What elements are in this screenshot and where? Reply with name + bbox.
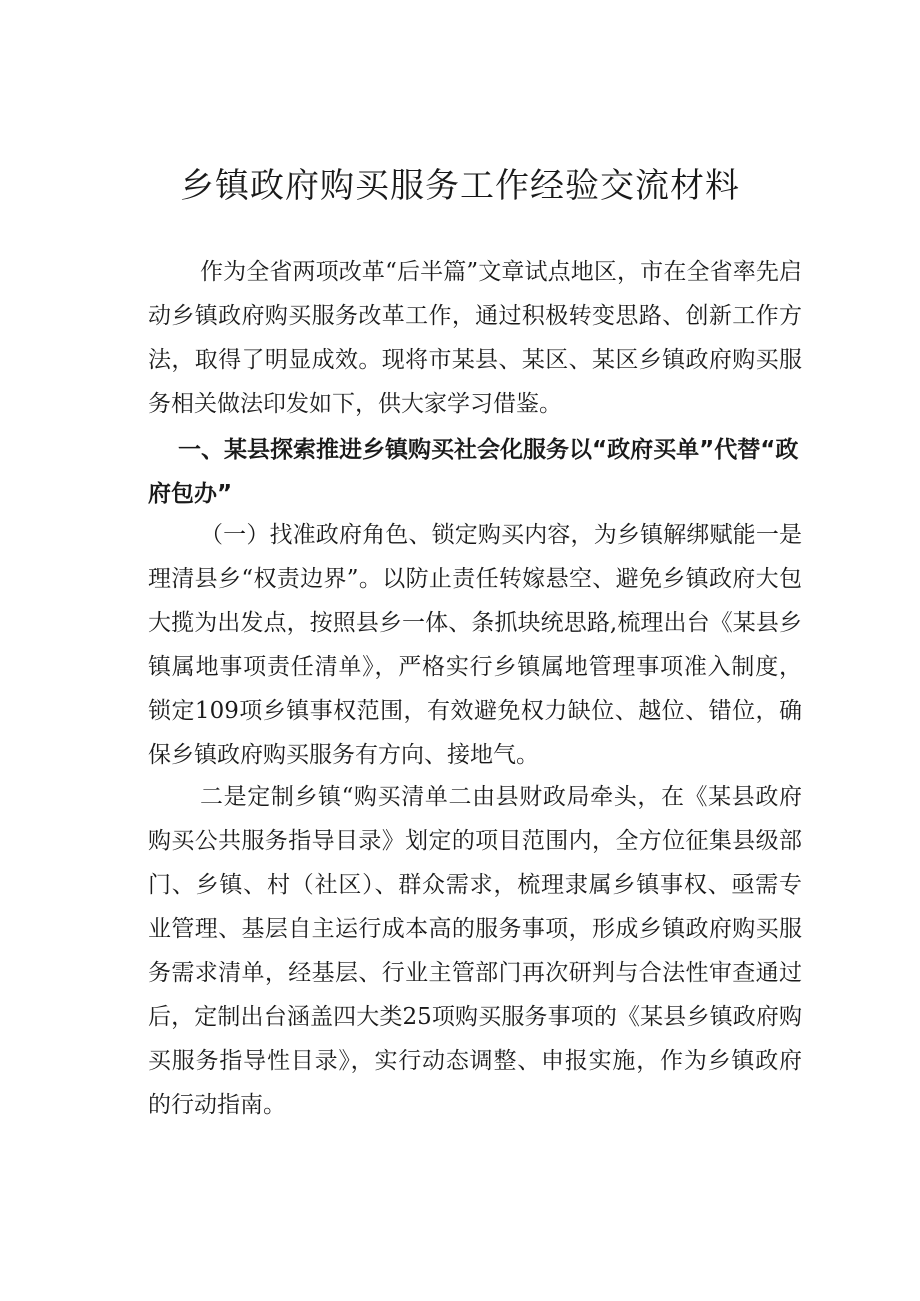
body-paragraph-2: （一）找准政府角色、锁定购买内容，为乡镇解绑赋能一是理清县乡“权责边界”。以防止责任转嫁悬空、避免乡镇政府大包大揽为出发点，按照县乡一体、条抓块统思路,梳理出台《某县乡镇属地事项责任清单》，严格实行乡镇属地管理事项准入制度，锁定109项乡镇事权范围，有效避免权力缺位、越位、错位，确保乡镇政府购买服务有方向、接地气。	[148, 522, 802, 768]
section-heading-1: 一、某县探索推进乡镇购买社会化服务以“政府买单”代替“政府包办”	[148, 437, 799, 507]
intro-paragraph: 作为全省两项改革“后半篇”文章试点地区，市在全省率先启动乡镇政府购买服务改革工作，通过积极转变思路、创新工作方法，取得了明显成效。现将市某县、某区、某区乡镇政府购买服务相关做法印发如下，供大家学习借鉴。	[148, 259, 802, 417]
document-title: 乡镇政府购买服务工作经验交流材料	[180, 166, 740, 206]
body-paragraph-3: 二是定制乡镇“购买清单二由县财政局牵头，在《某县政府购买公共服务指导目录》划定的项目范围内，全方位征集县级部门、乡镇、村（社区）、群众需求，梳理隶属乡镇事权、亟需专业管理、基层自主运行成本高的服务事项，形成乡镇政府购买服务需求清单，经基层、行业主管部门再次研判与合法性审查通过后，定制出台涵盖四大类25项购买服务事项的《某县乡镇政府购买服务指导性目录》，实行动态调整、申报实施，作为乡镇政府的行动指南。	[148, 784, 802, 1118]
